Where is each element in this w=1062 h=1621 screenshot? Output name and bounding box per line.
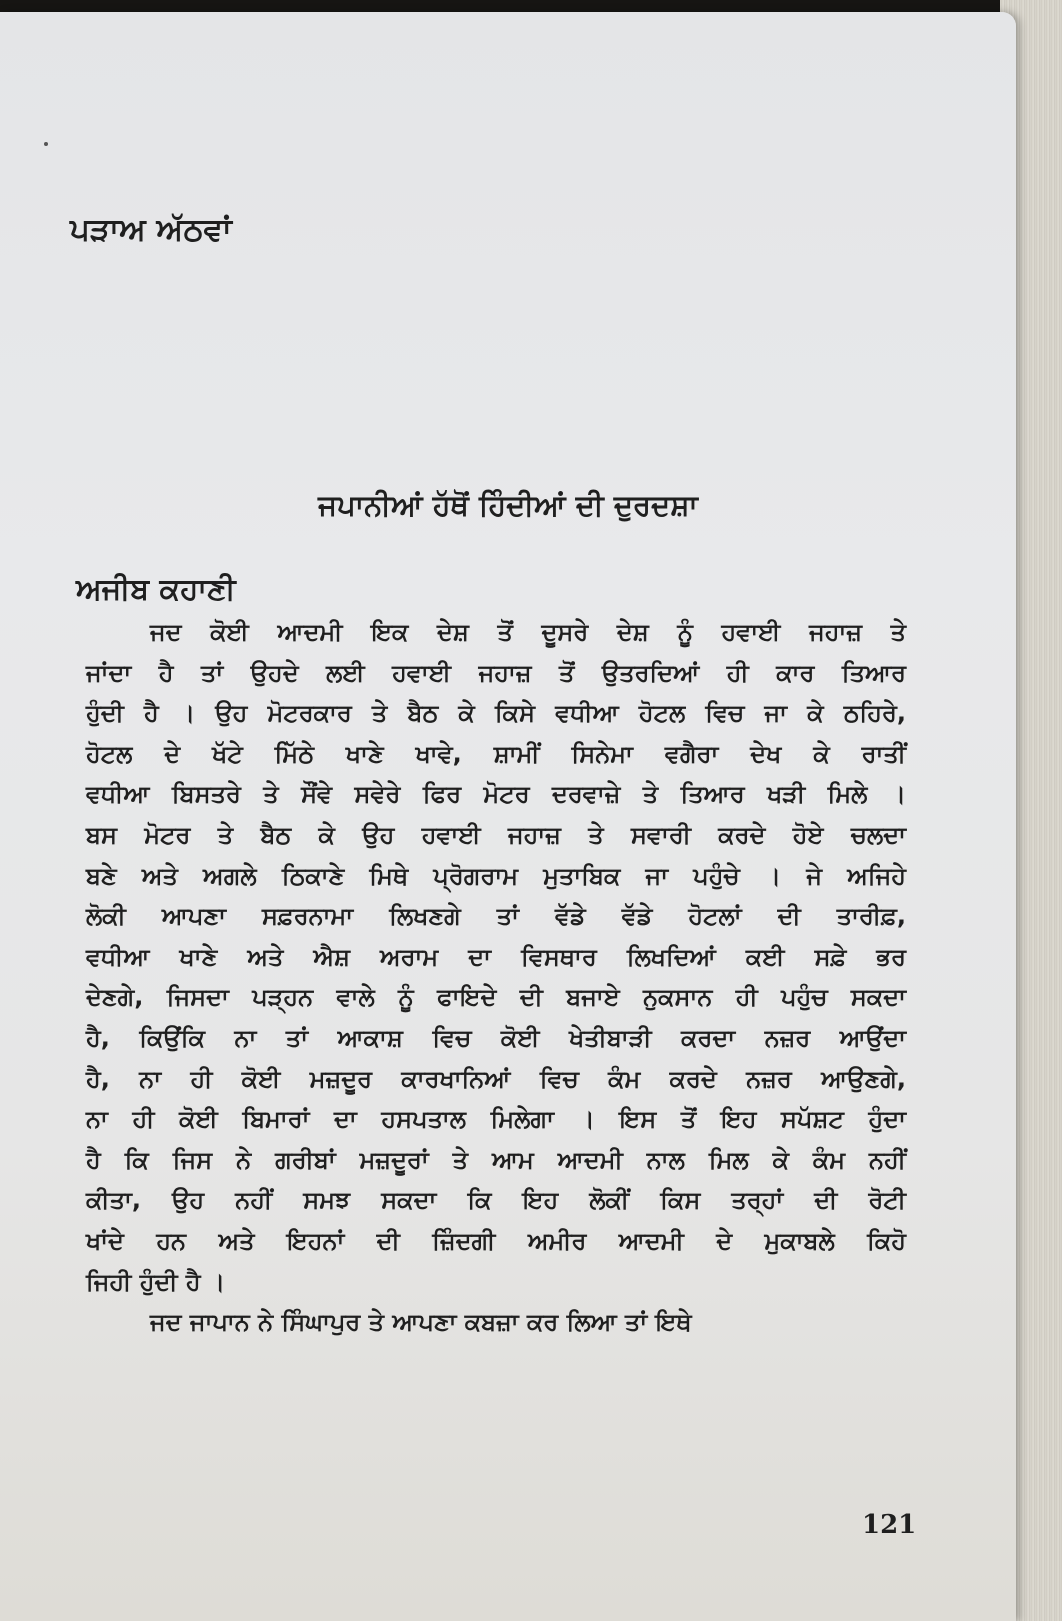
body-line: ਵਧੀਆ ਖਾਣੇ ਅਤੇ ਐਸ਼ ਅਰਾਮ ਦਾ ਵਿਸਥਾਰ ਲਿਖਦਿਆਂ ਕਈ ਸਫ਼ੇ ਭਰ — [86, 942, 906, 971]
subheading: ਅਜੀਬ ਕਹਾਣੀ — [76, 572, 236, 607]
body-line: ਹੈ, ਨਾ ਹੀ ਕੋਈ ਮਜ਼ਦੂਰ ਕਾਰਖਾਨਿਆਂ ਵਿਚ ਕੰਮ ਕਰਦੇ ਨਜ਼ਰ ਆਉਣਗੇ, — [86, 1064, 906, 1093]
chapter-heading: ਪੜਾਅ ਅੱਠਵਾਂ — [70, 212, 232, 248]
body-line: ਬਣੇ ਅਤੇ ਅਗਲੇ ਠਿਕਾਣੇ ਮਿਥੇ ਪ੍ਰੋਗਰਾਮ ਮੁਤਾਬਿਕ ਜਾ ਪਹੁੰਚੇ । ਜੇ ਅਜਿਹੇ — [86, 861, 906, 890]
book-page — [0, 12, 1016, 1621]
section-title: ਜਪਾਨੀਆਂ ਹੱਥੋਂ ਹਿੰਦੀਆਂ ਦੀ ਦੁਰਦਸ਼ਾ — [318, 488, 698, 522]
body-line: ਬਸ ਮੋਟਰ ਤੇ ਬੈਠ ਕੇ ਉਹ ਹਵਾਈ ਜਹਾਜ਼ ਤੇ ਸਵਾਰੀ ਕਰਦੇ ਹੋਏ ਚਲਦਾ — [86, 820, 906, 849]
body-line: ਜਦ ਕੋਈ ਆਦਮੀ ਇਕ ਦੇਸ਼ ਤੋਂ ਦੂਸਰੇ ਦੇਸ਼ ਨੂੰ ਹਵਾਈ ਜਹਾਜ਼ ਤੇ — [150, 618, 906, 646]
body-line: ਹੈ ਕਿ ਜਿਸ ਨੇ ਗਰੀਬਾਂ ਮਜ਼ਦੂਰਾਂ ਤੇ ਆਮ ਆਦਮੀ ਨਾਲ ਮਿਲ ਕੇ ਕੰਮ ਨਹੀਂ — [86, 1145, 906, 1174]
body-line: ਖਾਂਦੇ ਹਨ ਅਤੇ ਇਹਨਾਂ ਦੀ ਜ਼ਿੰਦਗੀ ਅਮੀਰ ਆਦਮੀ ਦੇ ਮੁਕਾਬਲੇ ਕਿਹੋ — [86, 1226, 906, 1255]
body-line: ਜਦ ਜਾਪਾਨ ਨੇ ਸਿੰਘਾਪੁਰ ਤੇ ਆਪਣਾ ਕਬਜ਼ਾ ਕਰ ਲਿਆ ਤਾਂ ਇਥੇ — [150, 1308, 692, 1337]
body-text — [86, 612, 906, 1343]
body-line: ਹੈ, ਕਿਉਂਕਿ ਨਾ ਤਾਂ ਆਕਾਸ਼ ਵਿਚ ਕੋਈ ਖੇਤੀਬਾੜੀ ਕਰਦਾ ਨਜ਼ਰ ਆਉਂਦਾ — [86, 1023, 906, 1052]
page-number: 121 — [862, 1510, 917, 1540]
body-line: ਹੋਟਲ ਦੇ ਖੱਟੇ ਮਿੱਠੇ ਖਾਣੇ ਖਾਵੇ, ਸ਼ਾਮੀਂ ਸਿਨੇਮਾ ਵਗੈਰਾ ਦੇਖ ਕੇ ਰਾਤੀਂ — [86, 739, 906, 768]
body-line: ਦੇਣਗੇ, ਜਿਸਦਾ ਪੜ੍ਹਨ ਵਾਲੇ ਨੂੰ ਫਾਇਦੇ ਦੀ ਬਜਾਏ ਨੁਕਸਾਨ ਹੀ ਪਹੁੰਚ ਸਕਦਾ — [86, 983, 906, 1012]
body-line: ਲੋਕੀ ਆਪਣਾ ਸਫ਼ਰਨਾਮਾ ਲਿਖਣਗੇ ਤਾਂ ਵੱਡੇ ਵੱਡੇ ਹੋਟਲਾਂ ਦੀ ਤਾਰੀਫ਼, — [86, 902, 906, 931]
body-line: ਜਾਂਦਾ ਹੈ ਤਾਂ ਉਹਦੇ ਲਈ ਹਵਾਈ ਜਹਾਜ਼ ਤੋਂ ਉਤਰਦਿਆਂ ਹੀ ਕਾਰ ਤਿਆਰ — [86, 658, 906, 687]
body-line: ਵਧੀਆ ਬਿਸਤਰੇ ਤੇ ਸੌਂਵੇ ਸਵੇਰੇ ਫਿਰ ਮੋਟਰ ਦਰਵਾਜ਼ੇ ਤੇ ਤਿਆਰ ਖੜੀ ਮਿਲੇ । — [86, 780, 906, 809]
body-line: ਹੁੰਦੀ ਹੈ । ਉਹ ਮੋਟਰਕਾਰ ਤੇ ਬੈਠ ਕੇ ਕਿਸੇ ਵਧੀਆ ਹੋਟਲ ਵਿਚ ਜਾ ਕੇ ਠਹਿਰੇ, — [86, 699, 906, 728]
body-line: ਕੀਤਾ, ਉਹ ਨਹੀਂ ਸਮਝ ਸਕਦਾ ਕਿ ਇਹ ਲੋਕੀਂ ਕਿਸ ਤਰ੍ਹਾਂ ਦੀ ਰੋਟੀ — [86, 1186, 906, 1215]
body-line: ਜਿਹੀ ਹੁੰਦੀ ਹੈ । — [86, 1267, 226, 1296]
body-line: ਨਾ ਹੀ ਕੋਈ ਬਿਮਾਰਾਂ ਦਾ ਹਸਪਤਾਲ ਮਿਲੇਗਾ । ਇਸ ਤੋਂ ਇਹ ਸਪੱਸ਼ਟ ਹੁੰਦਾ — [86, 1105, 906, 1134]
speck — [44, 142, 48, 146]
